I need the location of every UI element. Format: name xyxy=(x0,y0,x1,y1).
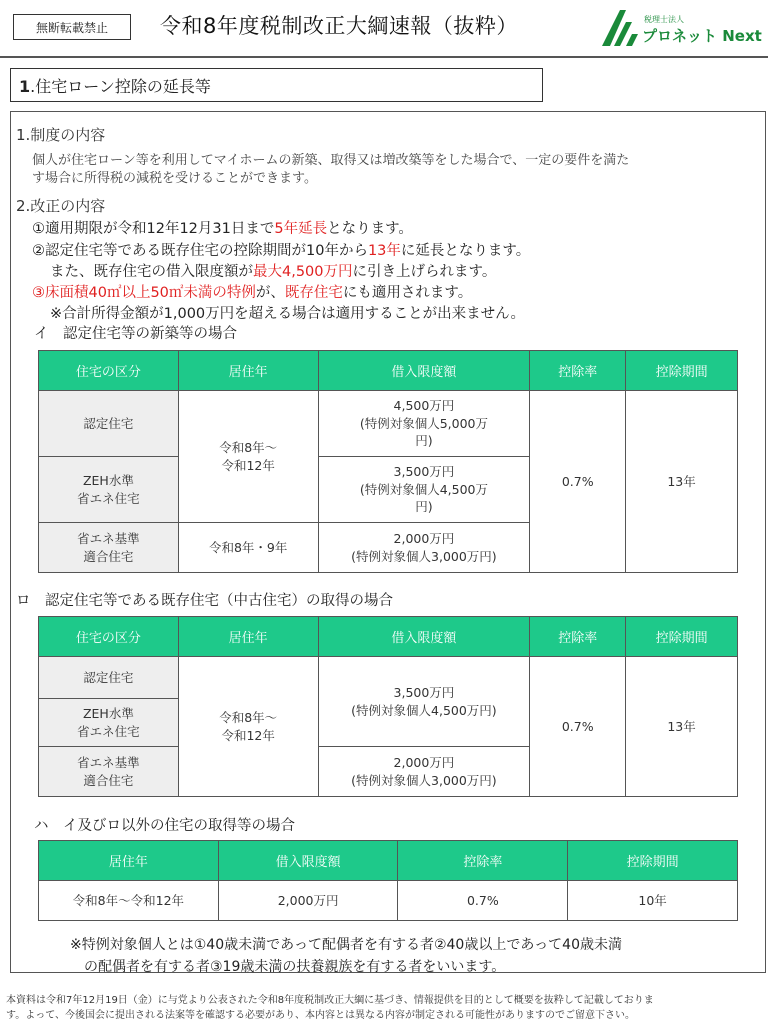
type-line: ZEH水準 xyxy=(82,473,134,488)
s2-p2-tail: に延長となります。 xyxy=(400,243,531,259)
table1-cell-limit xyxy=(318,457,530,523)
table3-caption: ハ イ及びロ以外の住宅の取得等の場合 xyxy=(34,818,295,834)
table2-cell-type xyxy=(39,699,179,747)
s2-point2b xyxy=(50,260,496,281)
disclaimer-footer xyxy=(6,993,766,1023)
section-title xyxy=(10,68,543,102)
s2-p3-tail: に引き上げられます。 xyxy=(352,264,497,280)
limit-line: 円) xyxy=(415,433,433,449)
type-line: 省エネ住宅 xyxy=(77,490,140,506)
s2-p1-highlight: 5年延長 xyxy=(274,221,328,237)
table3-cell: 0.7% xyxy=(398,881,568,921)
table1-header: 住宅の区分 xyxy=(39,351,179,391)
s2-p3-highlight: 最大4,500万円 xyxy=(253,264,353,280)
table2-cell-type xyxy=(39,747,179,797)
limit-line: (特例対象個人4,500万円) xyxy=(351,702,497,718)
table3-header: 借入限度額 xyxy=(218,841,398,881)
section-title-text: .住宅ローン控除の延長等 xyxy=(30,77,211,96)
footer-line: す。よって、今後国会に提出される法案等を確認する必要があり、本内容とは異なる内容が制定される可能性がありますのでご留意下さい。 xyxy=(6,1010,635,1021)
type-line: 適合住宅 xyxy=(83,772,134,788)
type-line: 省エネ基準 xyxy=(77,531,140,546)
table1-cell-rate: 0.7% xyxy=(530,391,626,573)
table3-header: 居住年 xyxy=(39,841,219,881)
table3-header: 控除率 xyxy=(398,841,568,881)
s2-note: ※合計所得金額が1,000万円を超える場合は適用することが出来ません。 xyxy=(50,306,526,322)
table3 xyxy=(38,840,738,921)
s2-p4-highlight2: 既存住宅 xyxy=(284,285,343,301)
year-line: 令和12年 xyxy=(221,457,275,473)
limit-line: 3,500万円 xyxy=(393,464,455,480)
table1 xyxy=(38,350,738,573)
section-number: 1 xyxy=(19,77,31,96)
limit-line: 3,500万円 xyxy=(393,685,455,700)
table2-cell-limit xyxy=(318,747,530,797)
table3-header: 控除期間 xyxy=(568,841,738,881)
s2-p1-tail: となります。 xyxy=(327,221,413,237)
footnote-line: の配偶者を有する者③19歳未満の扶養親族を有する者をいいます。 xyxy=(84,959,506,975)
document-title: 令和8年度税制改正大綱速報（抜粋） xyxy=(160,14,518,38)
year-line: 令和8年～ xyxy=(219,440,278,455)
footer-line: 本資料は令和7年12月19日（金）に与党より公表された令和8年度税制改正大綱に基づき、情報提供を目的として概要を抜粋して記載しておりま xyxy=(6,995,654,1006)
table2-cell-period: 13年 xyxy=(626,657,738,797)
no-reprint-stamp: 無断転載禁止 xyxy=(13,14,131,40)
limit-line: 2,000万円 xyxy=(393,531,455,546)
limit-line: (特例対象個人5,000万 xyxy=(359,415,488,431)
table2-header: 住宅の区分 xyxy=(39,617,179,657)
table2-cell-type: 認定住宅 xyxy=(39,657,179,699)
limit-line: (特例対象個人4,500万 xyxy=(359,481,488,497)
table2-cell-year xyxy=(178,657,318,797)
table1-cell-type xyxy=(39,523,179,573)
s1-heading: 1.制度の内容 xyxy=(16,126,106,144)
table3-cell: 令和8年～令和12年 xyxy=(39,881,219,921)
limit-line: 円) xyxy=(415,499,433,515)
table2 xyxy=(38,616,738,797)
s1-line1: 個人が住宅ローン等を利用してマイホームの新築、取得又は増改築等をした場合で、一定の要件を満た xyxy=(32,153,630,168)
table1-cell-year: 令和8年・9年 xyxy=(178,523,318,573)
table1-header: 控除期間 xyxy=(626,351,738,391)
limit-line: 4,500万円 xyxy=(393,398,455,414)
s2-point2 xyxy=(32,239,530,260)
table1-cell-limit xyxy=(318,523,530,573)
type-line: ZEH水準 xyxy=(82,706,134,721)
year-line: 令和12年 xyxy=(221,727,275,743)
table2-header: 居住年 xyxy=(178,617,318,657)
table1-cell-type xyxy=(39,457,179,523)
table1-cell-year xyxy=(178,391,318,523)
s2-p3-text: また、既存住宅の借入限度額が xyxy=(50,264,253,280)
s2-p4-highlight1: ③床面積40㎡以上50㎡未満の特例 xyxy=(32,285,256,301)
table1-cell-period: 13年 xyxy=(626,391,738,573)
table2-cell-rate: 0.7% xyxy=(530,657,626,797)
type-line: 適合住宅 xyxy=(83,548,134,564)
table2-header: 借入限度額 xyxy=(318,617,530,657)
table3-cell: 10年 xyxy=(568,881,738,921)
header-divider xyxy=(0,56,768,58)
table2-cell-limit xyxy=(318,657,530,747)
s2-point1 xyxy=(32,217,413,238)
header xyxy=(0,0,768,56)
table1-header: 控除率 xyxy=(530,351,626,391)
logo-name: プロネット Next xyxy=(642,27,762,45)
table2-header: 控除期間 xyxy=(626,617,738,657)
s2-point3 xyxy=(32,281,472,302)
type-line: 省エネ基準 xyxy=(77,755,140,770)
table2-header: 控除率 xyxy=(530,617,626,657)
company-logo xyxy=(600,8,764,48)
s2-p2-highlight: 13年 xyxy=(367,243,401,259)
limit-line: (特例対象個人3,000万円) xyxy=(351,772,497,788)
table3-cell: 2,000万円 xyxy=(218,881,398,921)
s1-line2: す場合に所得税の減税を受けることができます。 xyxy=(32,171,317,186)
s2-heading: 2.改正の内容 xyxy=(16,197,106,215)
table1-header: 借入限度額 xyxy=(318,351,530,391)
limit-line: (特例対象個人3,000万円) xyxy=(351,548,497,564)
logo-subtitle: 税理士法人 xyxy=(644,15,684,24)
type-line: 省エネ住宅 xyxy=(77,723,140,739)
table2-caption: ロ 認定住宅等である既存住宅（中古住宅）の取得の場合 xyxy=(16,593,393,609)
s2-p4-text: が、 xyxy=(255,285,285,301)
table1-header: 居住年 xyxy=(178,351,318,391)
table1-caption: イ 認定住宅等の新築等の場合 xyxy=(34,326,237,342)
footnote xyxy=(70,934,768,978)
s2-p2-text: ②認定住宅等である既存住宅の控除期間が10年から xyxy=(32,243,368,259)
footnote-line: ※特例対象個人とは①40歳未満であって配偶者を有する者②40歳以上であって40歳未満 xyxy=(70,937,622,953)
logo-mark-icon xyxy=(600,8,640,48)
s2-p1-text: ①適用期限が令和12年12月31日まで xyxy=(32,221,275,237)
table1-cell-limit xyxy=(318,391,530,457)
year-line: 令和8年～ xyxy=(219,710,278,725)
table1-cell-type: 認定住宅 xyxy=(39,391,179,457)
s2-p4-tail: にも適用されます。 xyxy=(342,285,473,301)
limit-line: 2,000万円 xyxy=(393,755,455,770)
